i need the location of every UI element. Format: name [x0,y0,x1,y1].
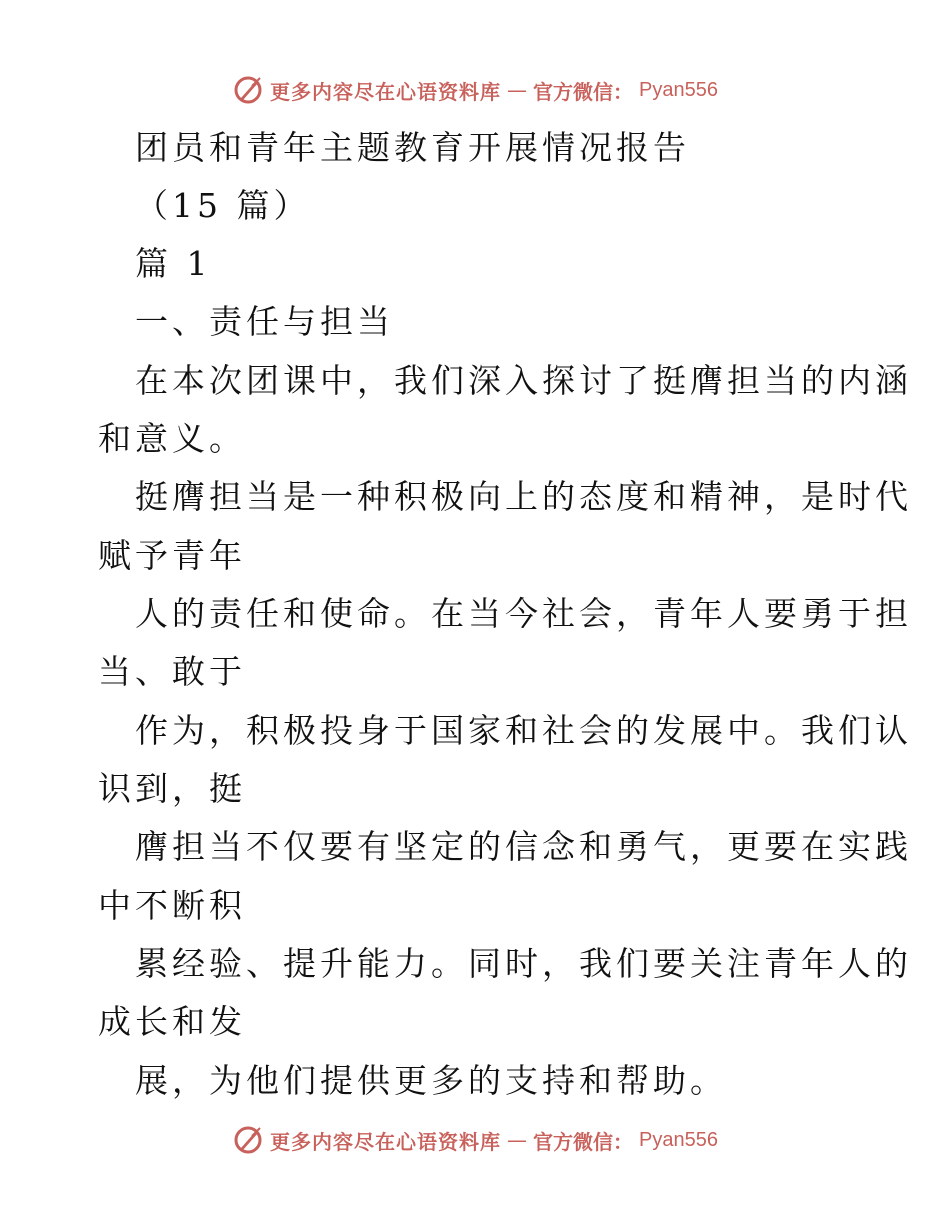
paragraph-line: 赋予青年 [98,536,246,575]
paragraph-line: 当、敢于 [98,652,246,691]
watermark-separator: — [507,1128,528,1152]
paragraph-line: 展，为他们提供更多的支持和帮助。 [135,1061,727,1100]
footer-watermark [0,1120,950,1160]
header-watermark [0,70,950,110]
paragraph-line: 和意义。 [98,419,246,458]
section-label: 篇 1 [135,244,212,283]
paragraph-line: 在本次团课中，我们深入探讨了挺膺担当的内涵 [135,361,912,400]
watermark-wechat-id: Pyan556 [639,1128,718,1151]
watermark-brand: 更多内容尽在心语资料库 [270,1129,502,1154]
paragraph-line: 人的责任和使命。在当今社会，青年人要勇于担 [135,594,912,633]
paragraph-line: 累经验、提升能力。同时，我们要关注青年人的 [135,944,912,983]
watermark-wechat-label: 官方微信： [533,79,634,104]
quill-logo-icon [232,1124,264,1156]
paragraph-line: 中不断积 [98,886,246,925]
paragraph-line: 识到，挺 [98,769,246,808]
watermark-separator: — [507,78,528,102]
section-heading: 一、责任与担当 [135,302,394,341]
paragraph-line: 膺担当不仅要有坚定的信念和勇气，更要在实践 [135,827,912,866]
paragraph-line: 成长和发 [98,1002,246,1041]
watermark-wechat-label: 官方微信： [533,1129,634,1154]
watermark-brand: 更多内容尽在心语资料库 [270,79,502,104]
quill-logo-icon [232,74,264,106]
watermark-wechat-id: Pyan556 [639,78,718,101]
paragraph-line: 作为，积极投身于国家和社会的发展中。我们认 [135,711,912,750]
document-title: 团员和青年主题教育开展情况报告 [135,128,690,167]
document-subtitle: （15 篇） [135,186,311,225]
paragraph-line: 挺膺担当是一种积极向上的态度和精神，是时代 [135,477,912,516]
